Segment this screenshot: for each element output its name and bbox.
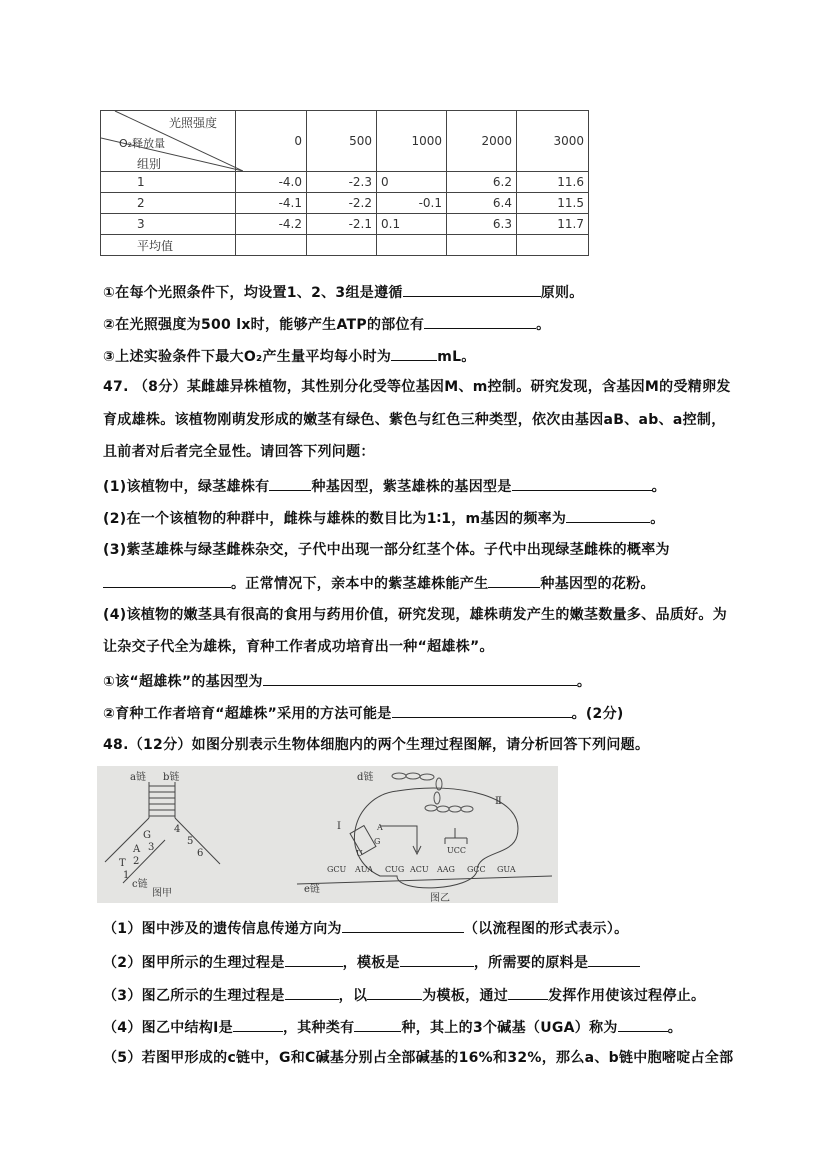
- number-label: 6: [197, 848, 204, 859]
- label-structure-2: Ⅱ: [495, 796, 502, 807]
- text: 原则。: [540, 285, 584, 301]
- cell: 11.7: [517, 214, 589, 235]
- text: (2)在一个该植物的种群中，雌株与雄株的数目比为1∶1，m基因的频率为: [103, 511, 567, 527]
- transcription-translation-figure: [97, 766, 558, 903]
- answer-blank[interactable]: [403, 282, 541, 297]
- base-label: A: [377, 823, 383, 832]
- caption-figure-a: 图甲: [152, 888, 172, 899]
- header-light-intensity: 光照强度: [169, 116, 218, 130]
- diagonal-header-cell: [101, 111, 236, 172]
- answer-blank[interactable]: [488, 573, 540, 588]
- base-label: T: [119, 858, 126, 869]
- text: 。: [536, 317, 551, 333]
- q47-sub-3: (3)紫茎雄株与绿茎雌株杂交，子代中出现一部分红茎个体。子代中出现绿茎雌株的概率为: [103, 542, 670, 558]
- q46-item-1: [103, 282, 584, 302]
- label-structure-1: Ⅰ: [337, 821, 341, 832]
- col-header: 2000: [447, 111, 517, 172]
- q48-sub-4: [103, 1017, 682, 1037]
- text: mL。: [437, 349, 476, 365]
- row-label: 平均值: [101, 235, 236, 256]
- text: (1)该植物中，绿茎雄株有: [103, 479, 270, 495]
- answer-blank[interactable]: [391, 346, 437, 361]
- label-c-chain: c链: [132, 879, 148, 890]
- q48-sub-3: [103, 985, 705, 1005]
- text: （2）图甲所示的生理过程是: [103, 955, 285, 971]
- answer-blank[interactable]: [263, 671, 577, 686]
- cell: [447, 235, 517, 256]
- answer-blank[interactable]: [285, 985, 339, 1000]
- text: 。(2分): [571, 706, 624, 722]
- answer-blank[interactable]: [588, 952, 640, 967]
- text: ，以: [338, 988, 368, 1004]
- table-row: [101, 193, 589, 214]
- q46-item-2: [103, 314, 550, 334]
- text: （1）图中涉及的遗传信息传递方向为: [103, 921, 342, 937]
- text: （3）图乙所示的生理过程是: [103, 988, 285, 1004]
- q47-stem-2: 育成雄株。该植物刚萌发形成的嫩茎有绿色、紫色与红色三种类型，依次由基因aB、ab、a控制，: [103, 412, 726, 428]
- cell: -2.2: [307, 193, 377, 214]
- codon-label: AAG: [437, 865, 455, 874]
- text: ，其种类有: [282, 1020, 355, 1036]
- q48-sub-5: （5）若图甲形成的c链中，G和C碱基分别占全部碱基的16%和32%，那么a、b链中胞嘧啶占全部: [103, 1050, 734, 1066]
- q47-sub-4-cont: 让杂交子代全为雄株，育种工作者成功培育出一种“超雄株”。: [103, 639, 494, 655]
- cell: -2.3: [307, 172, 377, 193]
- cell: -4.0: [236, 172, 307, 193]
- q47-sub-4-1: [103, 671, 591, 691]
- q47-stem-1: 47. （8分）某雌雄异株植物，其性别分化受等位基因M、m控制。研究发现，含基因M的受精卵发: [103, 379, 731, 395]
- text: 种，其上的3个碱基（UGA）称为: [401, 1020, 618, 1036]
- text: ③上述实验条件下最大O₂产生量平均每小时为: [103, 349, 392, 365]
- col-header: 3000: [517, 111, 589, 172]
- col-header: 0: [236, 111, 307, 172]
- text: 为模板，通过: [422, 988, 509, 1004]
- number-label: 5: [187, 836, 194, 847]
- text: ②育种工作者培育“超雄株”采用的方法可能是: [103, 706, 392, 722]
- text: 。: [651, 479, 666, 495]
- col-header: 1000: [377, 111, 447, 172]
- cell: -4.1: [236, 193, 307, 214]
- codon-label: GCC: [467, 865, 486, 874]
- light-intensity-table: [100, 110, 589, 256]
- text: 种基因型的花粉。: [540, 576, 655, 592]
- cell: 0.1: [377, 214, 447, 235]
- row-label: 1: [101, 172, 236, 193]
- cell: [377, 235, 447, 256]
- base-label: A: [133, 844, 141, 855]
- answer-blank[interactable]: [354, 1017, 401, 1032]
- cell: 11.6: [517, 172, 589, 193]
- caption-figure-b: 图乙: [430, 893, 450, 903]
- row-label: 2: [101, 193, 236, 214]
- header-o2-release: O₂释放量: [119, 137, 166, 150]
- q47-sub-3-cont: [103, 573, 655, 593]
- q47-sub-2: [103, 508, 665, 528]
- text: 。: [576, 674, 592, 690]
- answer-blank[interactable]: [566, 508, 650, 523]
- codon-label: GCU: [327, 865, 347, 874]
- answer-blank[interactable]: [367, 985, 422, 1000]
- text: （以流程图的形式表示）。: [463, 921, 629, 937]
- q48-sub-1: [103, 918, 628, 938]
- q47-sub-1: [103, 476, 666, 496]
- cell: [236, 235, 307, 256]
- answer-blank[interactable]: [424, 314, 536, 329]
- cell: [307, 235, 377, 256]
- figure-drawing: [97, 766, 558, 903]
- answer-blank[interactable]: [512, 476, 652, 491]
- text: 。: [650, 511, 665, 527]
- cell: -2.1: [307, 214, 377, 235]
- cell: 0: [377, 172, 447, 193]
- answer-blank[interactable]: [103, 573, 231, 588]
- text: 种基因型，紫茎雄株的基因型是: [311, 479, 512, 495]
- base-label: U: [356, 849, 363, 858]
- text: 发挥作用使该过程停止。: [548, 988, 706, 1004]
- answer-blank[interactable]: [269, 476, 311, 491]
- row-label: 3: [101, 214, 236, 235]
- base-label: G: [143, 830, 151, 841]
- number-label: 4: [174, 824, 181, 835]
- q47-sub-4: (4)该植物的嫩茎具有很高的食用与药用价值，研究发现，雄株萌发产生的嫩茎数量多、品质好。为: [103, 607, 728, 623]
- text: 。: [667, 1020, 683, 1036]
- text: ②在光照强度为500 lx时，能够产生ATP的部位有: [103, 317, 425, 333]
- text: ，模板是: [342, 955, 400, 971]
- q48-sub-2: [103, 952, 640, 972]
- q46-item-3: [103, 346, 476, 366]
- label-a-chain: a链: [130, 772, 146, 783]
- answer-blank[interactable]: [618, 1017, 668, 1032]
- codon-label: ACU: [410, 865, 429, 874]
- header-group: 组别: [137, 157, 162, 171]
- base-label: G: [374, 837, 381, 846]
- text: （4）图乙中结构Ⅰ是: [103, 1020, 233, 1036]
- table-row: [101, 214, 589, 235]
- text: ，所需要的原料是: [473, 955, 589, 971]
- label-ucc: UCC: [447, 846, 466, 855]
- number-label: 1: [123, 870, 130, 881]
- q48-stem: 48.（12分）如图分别表示生物体细胞内的两个生理过程图解，请分析回答下列问题。: [103, 737, 650, 753]
- cell: -4.2: [236, 214, 307, 235]
- label-b-chain: b链: [163, 772, 180, 783]
- col-header: 500: [307, 111, 377, 172]
- cell: 6.2: [447, 172, 517, 193]
- cell: 6.4: [447, 193, 517, 214]
- answer-blank[interactable]: [233, 1017, 283, 1032]
- answer-blank[interactable]: [285, 952, 343, 967]
- number-label: 2: [133, 856, 140, 867]
- codon-label: CUG: [385, 865, 405, 874]
- codon-label: GUA: [497, 865, 516, 874]
- text: ①在每个光照条件下，均设置1、2、3组是遵循: [103, 285, 403, 301]
- answer-blank[interactable]: [392, 703, 572, 718]
- table-row: [101, 172, 589, 193]
- answer-blank[interactable]: [508, 985, 548, 1000]
- number-label: 3: [148, 842, 155, 853]
- q47-sub-4-2: [103, 703, 624, 723]
- q47-stem-3: 且前者对后者完全显性。请回答下列问题：: [103, 444, 375, 460]
- answer-blank[interactable]: [400, 952, 474, 967]
- answer-blank[interactable]: [342, 918, 464, 933]
- label-d-chain: d链: [357, 772, 374, 783]
- text: 。正常情况下，亲本中的紫茎雄株能产生: [231, 576, 489, 592]
- cell: -0.1: [377, 193, 447, 214]
- cell: [517, 235, 589, 256]
- codon-label: AUA: [355, 865, 374, 874]
- cell: 6.3: [447, 214, 517, 235]
- text: ①该“超雄株”的基因型为: [103, 674, 263, 690]
- cell: 11.5: [517, 193, 589, 214]
- table-row: [101, 235, 589, 256]
- label-e-chain: e链: [304, 884, 320, 895]
